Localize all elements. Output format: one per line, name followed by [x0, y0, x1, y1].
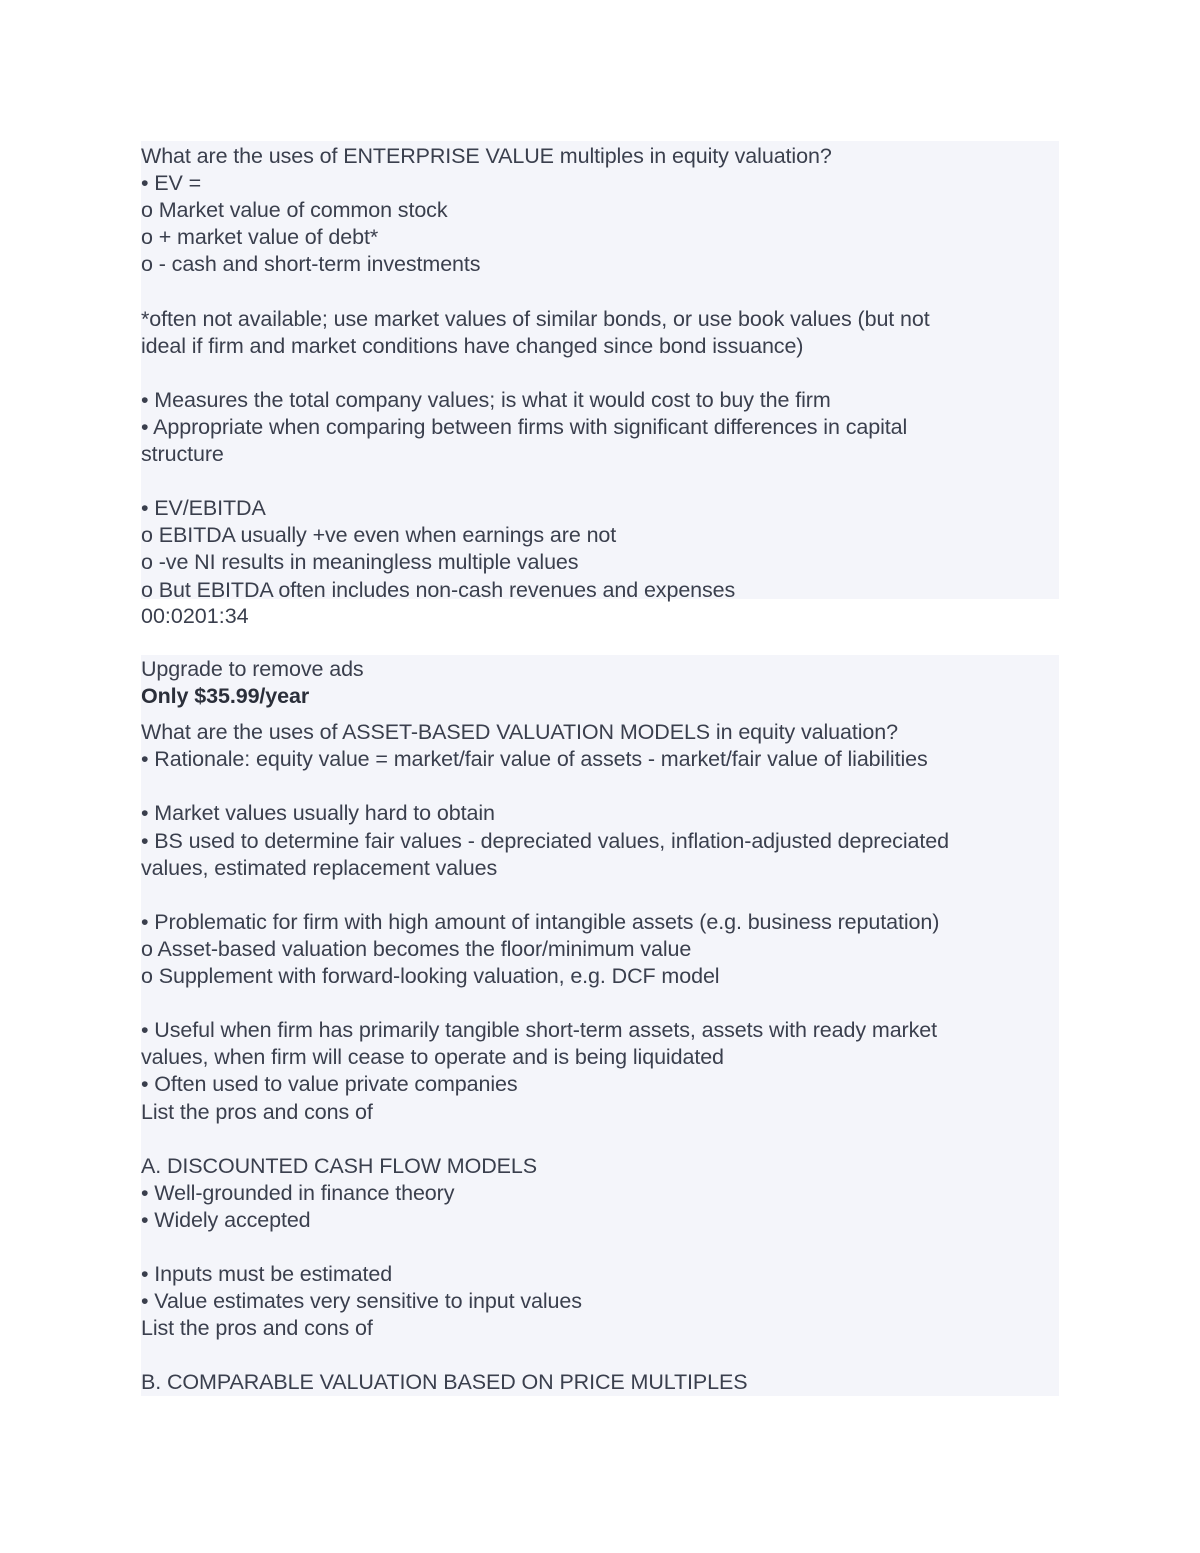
blank-line [141, 773, 1059, 800]
text-line: List the pros and cons of [141, 1316, 373, 1341]
blank-line [141, 1126, 1059, 1153]
flashcard-ev-multiples [141, 141, 1059, 602]
text-line: List the pros and cons of [141, 1099, 373, 1124]
blank-line [141, 468, 1059, 495]
text-line: What are the uses of ASSET-BASED VALUATION MODELS in equity valuation? [141, 720, 898, 745]
text-line: o Market value of common stock [141, 198, 448, 223]
text-line: values, estimated replacement values [141, 855, 498, 880]
blank-line [141, 882, 1059, 909]
text-line: • Widely accepted [141, 1207, 311, 1232]
blank-line [141, 1342, 1059, 1369]
text-line: • EV = [141, 171, 202, 196]
text-line: o EBITDA usually +ve even when earnings are not [141, 523, 617, 548]
text-line: values, when firm will cease to operate and is being liquidated [141, 1045, 724, 1070]
text-line: B. COMPARABLE VALUATION BASED ON PRICE MULTIPLES [141, 1370, 748, 1395]
flashcard-text [141, 141, 1059, 604]
text-line: o - cash and short-term investments [141, 252, 481, 277]
text-line: o -ve NI results in meaningless multiple values [141, 550, 579, 575]
blank-line [141, 1234, 1059, 1261]
text-line: • Well-grounded in finance theory [141, 1180, 455, 1205]
text-line: • Problematic for firm with high amount of intangible assets (e.g. business reputation) [141, 909, 940, 934]
text-line: • Value estimates very sensitive to input values [141, 1289, 582, 1314]
text-line: • Appropriate when comparing between firms with significant differences in capital [141, 414, 908, 439]
text-line: o Asset-based valuation becomes the floor/minimum value [141, 936, 692, 961]
text-line: • EV/EBITDA [141, 496, 266, 521]
text-line: • Inputs must be estimated [141, 1262, 393, 1287]
timestamp: 00:0201:34 [141, 604, 249, 628]
flashcard-text [141, 655, 1059, 1397]
blank-line [141, 278, 1059, 305]
text-line: o But EBITDA often includes non-cash revenues and expenses [141, 577, 736, 602]
blank-line [141, 990, 1059, 1017]
price-label: Only $35.99/year [141, 684, 310, 709]
text-line: o + market value of debt* [141, 225, 379, 250]
text-line: What are the uses of ENTERPRISE VALUE multiples in equity valuation? [141, 144, 832, 168]
text-line: • Measures the total company values; is what it would cost to buy the firm [141, 387, 831, 412]
text-line: • Rationale: equity value = market/fair value of assets - market/fair value of liabilities [141, 747, 928, 772]
blank-line [141, 360, 1059, 387]
text-line: structure [141, 442, 224, 467]
text-line: • Market values usually hard to obtain [141, 801, 495, 826]
text-line: • BS used to determine fair values - depreciated values, inflation-adjusted depreciated [141, 828, 949, 853]
text-line: • Useful when firm has primarily tangible short-term assets, assets with ready market [141, 1018, 937, 1043]
text-line: • Often used to value private companies [141, 1072, 518, 1097]
upgrade-link[interactable]: Upgrade to remove ads [141, 657, 364, 681]
flashcard-asset-based [141, 655, 1059, 1396]
text-line: ideal if firm and market conditions have changed since bond issuance) [141, 333, 804, 358]
text-line: A. DISCOUNTED CASH FLOW MODELS [141, 1153, 537, 1178]
text-line: *often not available; use market values of similar bonds, or use book values (but not [141, 306, 930, 331]
text-line: o Supplement with forward-looking valuation, e.g. DCF model [141, 964, 720, 989]
